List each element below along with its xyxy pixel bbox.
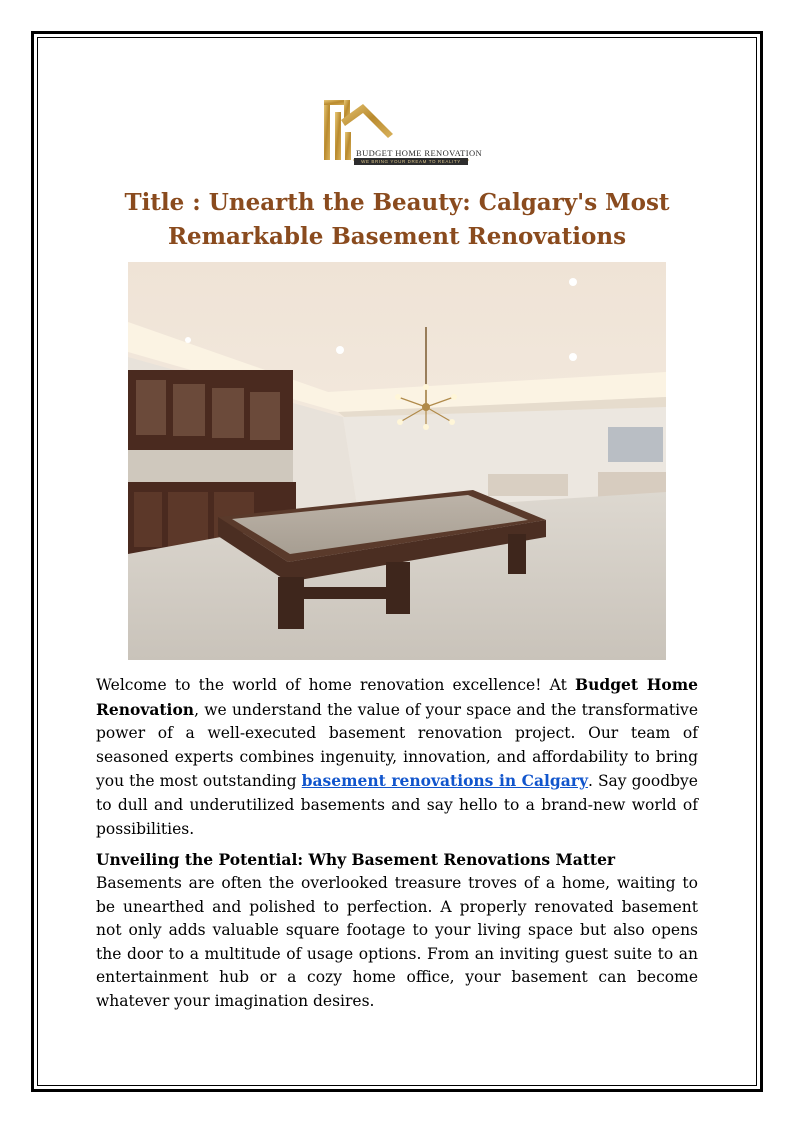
logo-brand-text: BUDGET HOME RENOVATION <box>356 148 483 158</box>
section-heading: Unveiling the Potential: Why Basement Renovations Matter <box>96 850 616 869</box>
intro-paragraph <box>96 673 698 841</box>
basement-renovations-link[interactable]: basement renovations in Calgary <box>301 771 588 791</box>
intro-text-3: . Say goodbye to dull and underutilized basements and say hello to a brand-new world of possibilities. <box>96 772 698 838</box>
brand-name-bold: Budget Home Renovation <box>96 675 698 719</box>
document-title: Title : Unearth the Beauty: Calgary's Most Remarkable Basement Renovations <box>124 189 670 250</box>
basement-photo <box>128 262 666 660</box>
intro-text-2: , we understand the value of your space and the transformative power of a well-executed basement renovation project. Our team of seasoned experts combines ingenuity, innovation, and affordability to bring you the most outstanding <box>96 700 698 791</box>
intro-text-1: Welcome to the world of home renovation excellence! At <box>96 676 576 694</box>
section-body-paragraph: Basements are often the overlooked treasure troves of a home, waiting to be unearthed and polished to perfection. A properly renovated basement not only adds valuable square footage to your living space but also opens the door to a multitude of usage options. From an inviting guest suite to an entertainment hub or a cozy home office, your basement can become whatever your imagination desires. <box>96 874 698 1010</box>
logo-tagline: WE BRING YOUR DREAM TO REALITY <box>354 158 468 165</box>
